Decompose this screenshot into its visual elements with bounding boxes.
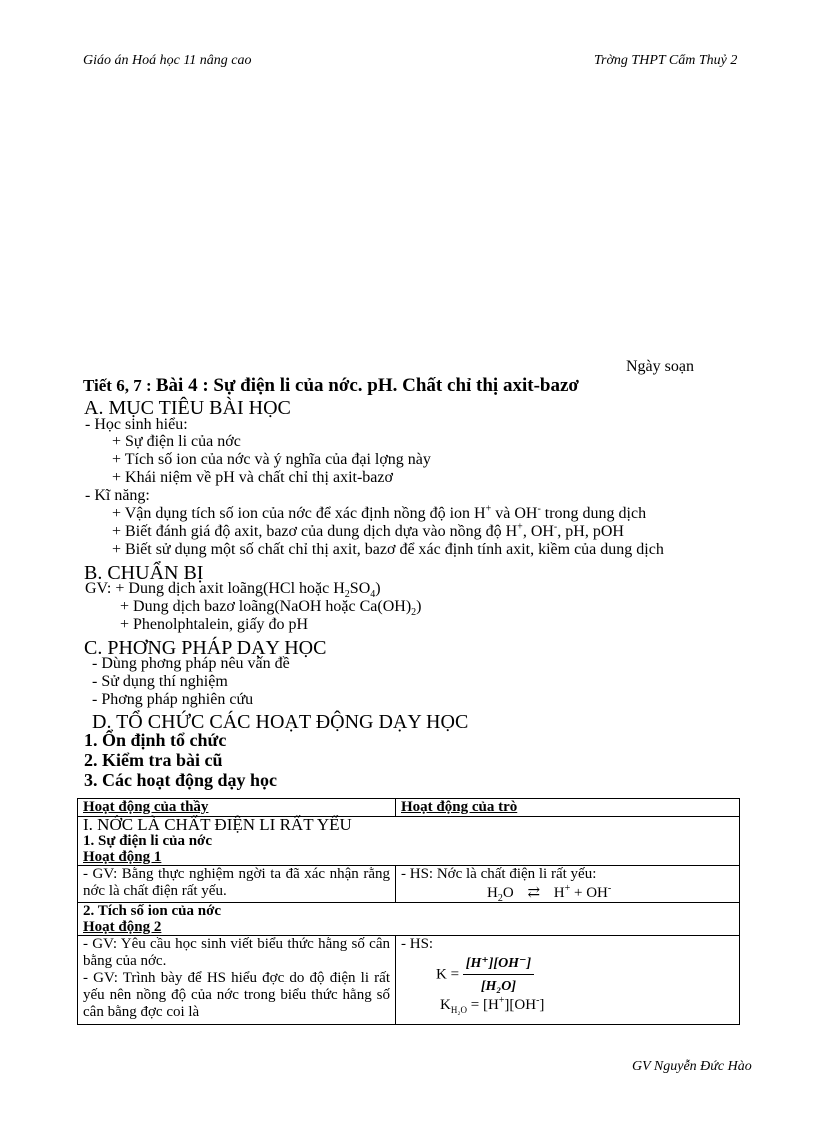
method-item: - Sử dụng thí nghiệm [92,673,228,690]
ki-nang-item [112,505,646,523]
gv-item [120,598,422,619]
lesson-title [83,375,579,397]
gv1-text: ) [375,580,381,597]
k-numerator: [H⁺][OH⁻] [463,955,534,975]
hieu-item: + Sự điện li của nớc [112,433,241,450]
hs-hieu-label: - Học sinh hiểu: [85,416,188,433]
activity-table [77,798,740,1025]
kn1-text: + Vận dụng tích số ion của nớc để xác định nồng độ ion H [112,505,486,522]
ki-nang-item: + Biết sử dụng một số chất chỉ thị axit, bazơ để xác định tính axit, kiềm của dung dịch [112,541,664,558]
kn1-text: trong dung dịch [540,505,647,522]
gv2-text: ) [416,598,422,615]
table-row [78,936,740,1025]
k-label: K = [436,966,463,983]
row2-student [396,936,740,1025]
gv1-text: SO [349,580,371,597]
kn2-sup: - [553,521,558,533]
kn2-sup: + [517,521,523,533]
sec1-activity: Hoạt động 1 [83,849,162,865]
eq-text: H [553,885,565,901]
ionization-equation [401,885,734,902]
table-row [78,866,740,903]
section-cell [78,903,740,936]
kw-sup: + [498,995,505,1006]
kn2-text: , OH [522,523,554,540]
date-label: Ngày soạn [626,358,694,375]
kw-sub: H₂O [450,1005,467,1015]
k-expression [401,955,734,995]
section-row [78,817,740,866]
step-item: 2. Kiểm tra bài cũ [84,750,223,770]
section-a-heading: A. MỤC TIÊU BÀI HỌC [84,397,291,419]
ki-nang-item [112,523,624,541]
kw-expression [401,997,734,1014]
table-header-row [78,799,740,817]
section-b-heading: B. CHUẨN BỊ [84,562,204,584]
section-cell [78,817,740,866]
kn1-sup: - [537,503,541,515]
eq-text: H [487,885,498,901]
row1-teacher: - GV: Bằng thực nghiệm ngời ta đã xác nhận rằng nớc là chất điện rất yếu. [78,866,396,903]
kw-text: K [440,997,451,1013]
gv-item [85,580,381,601]
header-right: Trờng THPT Cẩm Thuỷ 2 [594,53,738,68]
lesson-title-main: Bài 4 : Sự điện li của nớc. pH. Chất chỉ thị axit-bazơ [155,375,579,396]
step-item: 1. Ổn định tổ chức [84,730,227,750]
section-row [78,903,740,936]
row2-student-text: - HS: [401,936,434,952]
hieu-item: + Khái niệm về pH và chất chỉ thị axit-bazơ [112,469,393,486]
footer-author: GV Nguyễn Đức Hào [632,1059,752,1074]
kw-text: ][OH [504,997,537,1013]
kw-sup: - [536,995,540,1006]
eq-text: O [502,885,514,901]
header-left: Giáo án Hoá học 11 nâng cao [83,53,252,68]
row2-teacher [78,936,396,1025]
ki-nang-label: - Kĩ năng: [85,487,150,504]
kn2-text: , pH, pOH [557,523,624,540]
gv2-sub: 2 [411,607,417,619]
gv1-sub: 2 [344,589,350,601]
row2-teacher-text: - GV: Trình bày để HS hiểu đợc do độ điện li rất yếu nên nồng độ của nớc trong biểu thức hằng số cân bằng đợc coi là [83,970,390,1020]
gv1-text: GV: + Dung dịch axit loãng(HCl hoặc H [85,580,345,597]
step-item: 3. Các hoạt động dạy học [84,770,278,790]
kw-text: ] [539,997,545,1013]
hieu-item: + Tích số ion của nớc và ý nghĩa của đại lợng này [112,451,431,468]
section-d-heading: D. TỔ CHỨC CÁC HOẠT ĐỘNG DẠY HỌC [92,711,469,733]
row2-teacher-text: - GV: Yêu cầu học sinh viết biểu thức hằng số cân bằng của nớc. [83,936,390,969]
equilibrium-arrow-icon: ⇄ [527,885,541,901]
eq-sup: - [607,883,612,894]
gv-item: + Phenolphtalein, giấy đo pH [120,616,309,633]
section-c-heading: C. PHƠNG PHÁP DẠY HỌC [84,637,327,659]
kn1-text: và OH [491,505,538,522]
sec2-activity: Hoạt động 2 [83,919,162,935]
k-denominator: [H₂O] [480,979,517,994]
col-student-header: Hoạt động của trò [396,799,740,817]
sec2-subtitle: 2. Tích số ion của nớc [83,903,222,919]
method-item: - Phơng pháp nghiên cứu [92,691,254,708]
gv1-sub: 4 [370,589,376,601]
kn2-text: + Biết đánh giá độ axit, bazơ của dung dịch dựa vào nồng độ H [112,523,518,540]
sec1-subtitle: 1. Sự điện li của nớc [83,833,212,849]
kn1-sup: + [485,503,492,515]
sec1-title: I. NỚC LÀ CHẤT ĐIỆN LI RẤT YẾU [83,815,352,834]
eq-sup: + [564,883,571,894]
kw-text: = [H [466,997,499,1013]
eq-text: + OH [574,885,608,901]
gv2-text: + Dung dịch bazơ loãng(NaOH hoặc Ca(OH) [120,598,412,615]
eq-sub: 2 [497,893,503,904]
method-item: - Dùng phơng pháp nêu vấn đề [92,655,290,672]
lesson-title-prefix: Tiết 6, 7 : [83,376,156,395]
col-teacher-header: Hoạt động của thầy [78,799,396,817]
row1-student [396,866,740,903]
row1-student-text: - HS: Nớc là chất điện li rất yếu: [401,866,597,882]
k-fraction [463,955,534,995]
